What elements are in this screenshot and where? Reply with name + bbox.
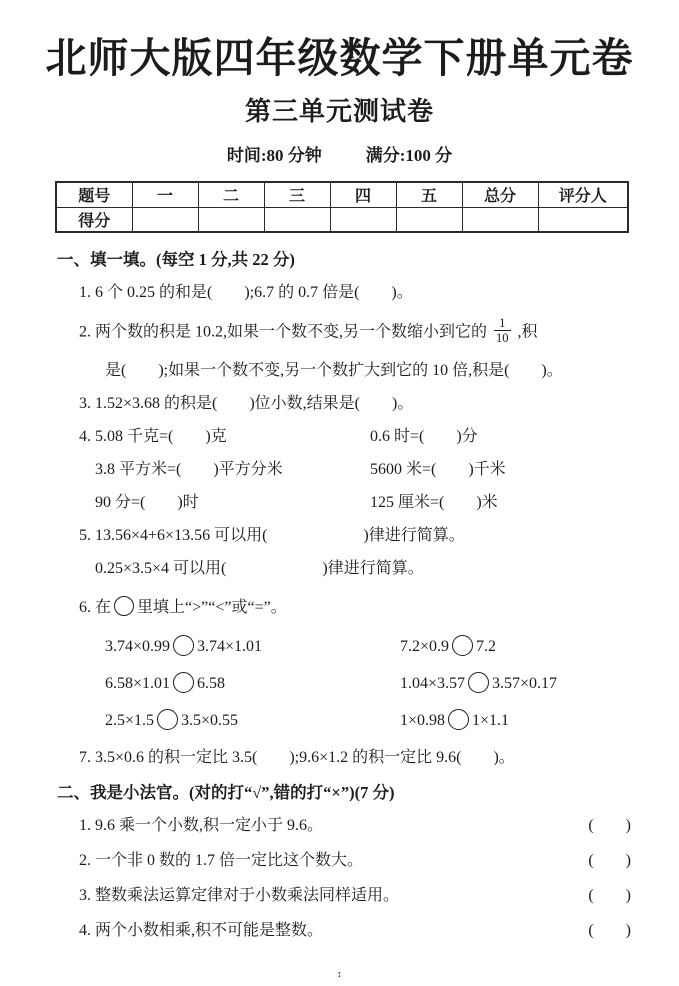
score-table-header-cell: 题号 <box>56 182 132 207</box>
footer-mark: : <box>337 968 342 980</box>
expression-left: 2.5×1.5 <box>105 711 155 729</box>
fraction-numerator: 1 <box>499 316 506 331</box>
true-false-statement: 3. 整数乘法运算定律对于小数乘法同样适用。 <box>79 886 400 904</box>
true-false-statement: 1. 9.6 乘一个小数,积一定小于 9.6。 <box>79 816 324 834</box>
score-table-header-cell: 二 <box>198 182 264 207</box>
question-4-row <box>57 427 639 447</box>
question-6-prompt <box>57 596 639 618</box>
score-table <box>55 181 629 233</box>
fraction-denominator: 10 <box>496 331 509 346</box>
answer-blank: ( ) <box>588 851 631 869</box>
comparison-circle <box>452 635 473 656</box>
paper-meta <box>0 141 679 166</box>
expression-left: 6.58×1.01 <box>105 674 171 692</box>
score-cell <box>462 207 538 232</box>
expression-right: 3.74×1.01 <box>197 637 263 655</box>
true-false-item <box>57 886 639 906</box>
unit-conversion-right: 125 厘米=( )米 <box>370 493 498 511</box>
score-cell <box>538 207 628 232</box>
score-table-header-cell: 五 <box>396 182 462 207</box>
true-false-statement: 2. 一个非 0 数的 1.7 倍一定比这个数大。 <box>79 851 364 869</box>
answer-blank: ( ) <box>588 921 631 939</box>
comparison-pair <box>57 635 400 657</box>
score-table-header-cell: 总分 <box>462 182 538 207</box>
comparison-row <box>57 672 639 694</box>
score-cell <box>330 207 396 232</box>
score-cell <box>198 207 264 232</box>
expression-left: 3.74×0.99 <box>105 637 171 655</box>
score-table-header-cell: 四 <box>330 182 396 207</box>
expression-right: 3.5×0.55 <box>181 711 239 729</box>
score-table-header-row <box>56 182 628 207</box>
question-7: 7. 3.5×0.6 的积一定比 3.5( );9.6×1.2 的积一定比 9.6( )。 <box>79 748 515 766</box>
section1-heading: 一、填一填。(每空 1 分,共 22 分) <box>57 250 295 270</box>
expression-left: 7.2×0.9 <box>400 637 450 655</box>
page-subtitle: 第三单元测试卷 <box>244 97 434 127</box>
expression-right: 6.58 <box>197 674 226 692</box>
answer-blank: ( ) <box>588 816 631 834</box>
comparison-pair <box>400 635 496 657</box>
expression-right: 1×1.1 <box>472 711 510 729</box>
answer-blank: ( ) <box>588 886 631 904</box>
expression-left: 1.04×3.57 <box>400 674 466 692</box>
score-cell <box>264 207 330 232</box>
page-title: 北师大版四年级数学下册单元卷 <box>45 35 634 81</box>
full-score-label: 满分:100 分 <box>365 146 453 166</box>
score-row-label: 得分 <box>56 207 132 232</box>
expression-left: 1×0.98 <box>400 711 446 729</box>
score-table-header-cell: 一 <box>132 182 198 207</box>
question-3: 3. 1.52×3.68 的积是( )位小数,结果是( )。 <box>79 394 414 412</box>
comparison-row <box>57 635 639 657</box>
true-false-item <box>57 816 639 836</box>
comparison-pair <box>400 709 509 731</box>
question-2-line2: 是( );如果一个数不变,另一个数扩大到它的 10 倍,积是( )。 <box>105 361 563 379</box>
fraction-one-tenth <box>494 316 511 346</box>
question-4-row <box>57 460 639 480</box>
comparison-row <box>57 709 639 731</box>
comparison-circle <box>173 672 194 693</box>
unit-conversion-left: 3.8 平方米=( )平方分米 <box>95 460 283 478</box>
comparison-circle <box>157 709 178 730</box>
unit-conversion-left: 4. 5.08 千克=( )克 <box>79 427 227 445</box>
comparison-circle <box>448 709 469 730</box>
question-2-line1 <box>57 318 639 348</box>
expression-right: 7.2 <box>476 637 497 655</box>
comparison-circle <box>114 596 134 616</box>
score-table-score-row <box>56 207 628 232</box>
true-false-item <box>57 921 639 941</box>
question-2-text-post: ,积 <box>517 323 538 341</box>
paper-body <box>57 250 639 941</box>
unit-conversion-right: 5600 米=( )千米 <box>370 460 506 478</box>
unit-conversion-right: 0.6 时=( )分 <box>370 427 478 445</box>
question-6-prompt-pre: 6. 在 <box>79 598 112 616</box>
score-table-header-cell: 评分人 <box>538 182 628 207</box>
true-false-item <box>57 851 639 871</box>
question-5-line2: 0.25×3.5×4 可以用( )律进行简算。 <box>95 559 424 577</box>
score-cell <box>396 207 462 232</box>
comparison-circle <box>468 672 489 693</box>
comparison-circle <box>173 635 194 656</box>
time-label: 时间:80 分钟 <box>226 146 322 166</box>
section2-heading: 二、我是小法官。(对的打“√”,错的打“×”)(7 分) <box>57 782 395 802</box>
question-6-prompt-post: 里填上“>”“<”或“=”。 <box>137 598 287 616</box>
question-4-row <box>57 493 639 513</box>
score-table-header-cell: 三 <box>264 182 330 207</box>
expression-right: 3.57×0.17 <box>492 674 558 692</box>
score-cell <box>132 207 198 232</box>
unit-conversion-left: 90 分=( )时 <box>95 493 199 511</box>
comparison-pair <box>57 709 400 731</box>
question-5-line1: 5. 13.56×4+6×13.56 可以用( )律进行简算。 <box>79 526 465 544</box>
true-false-statement: 4. 两个小数相乘,积不可能是整数。 <box>79 921 324 939</box>
comparison-pair <box>57 672 400 694</box>
comparison-pair <box>400 672 557 694</box>
question-1: 1. 6 个 0.25 的和是( );6.7 的 0.7 倍是( )。 <box>79 284 413 302</box>
question-2-text-pre: 2. 两个数的积是 10.2,如果一个数不变,另一个数缩小到它的 <box>79 323 488 341</box>
